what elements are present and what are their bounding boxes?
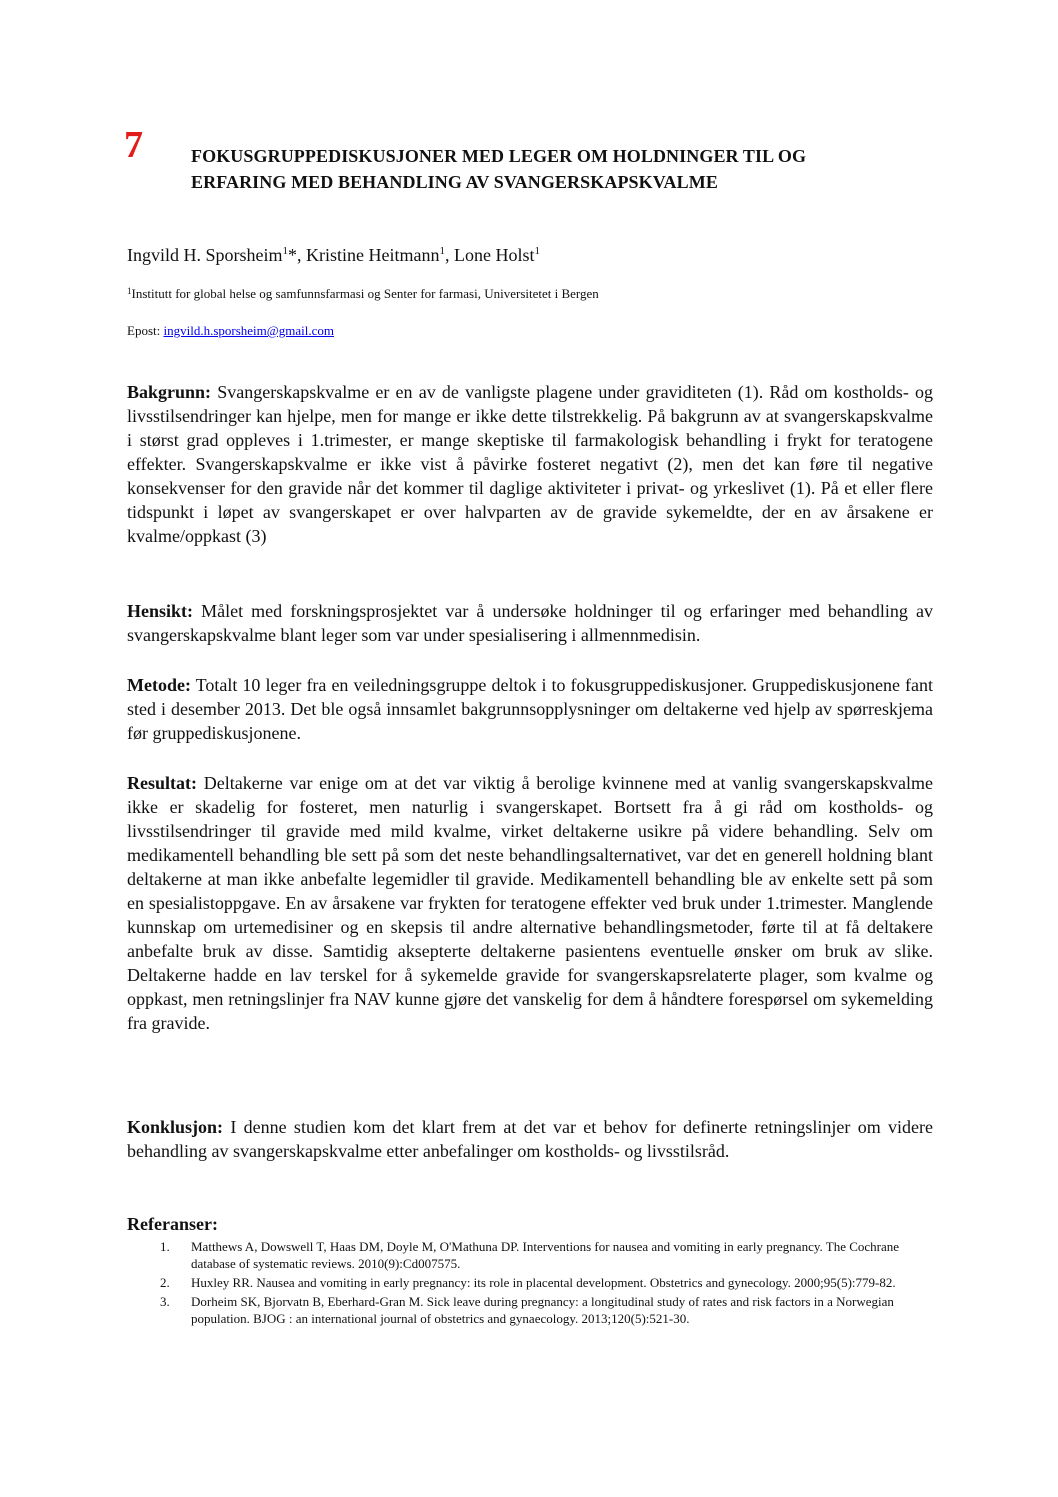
reference-number: 2. <box>160 1275 170 1290</box>
section-body: Totalt 10 leger fra en veiledningsgruppe deltok i to fokusgruppediskusjoner. Gruppediskusjonene fant sted i desember 2013. Det ble også innsamlet bakgrunnsopplysninger om deltakerne ved hjelp av spørreskjema før gruppediskusjonene. <box>127 675 933 743</box>
email-link[interactable]: ingvild.h.sporsheim@gmail.com <box>163 323 334 338</box>
chapter-number: 7 <box>124 124 143 166</box>
section-body: Målet med forskningsprosjektet var å undersøke holdninger til og erfaringer med behandling av svangerskapskvalme blant leger som var under spesialisering i allmennmedisin. <box>127 601 933 645</box>
section-heading: Metode: <box>127 675 191 695</box>
email-label: Epost: <box>127 323 164 338</box>
reference-text: Huxley RR. Nausea and vomiting in early pregnancy: its role in placental development. Obstetrics and gynecology. 2000;95(5):779-82. <box>191 1275 896 1290</box>
section-resultat <box>127 771 933 1035</box>
author-separator: , <box>444 245 454 265</box>
section-bakgrunn <box>127 380 933 548</box>
reference-text: Matthews A, Dowswell T, Haas DM, Doyle M, O'Mathuna DP. Interventions for nausea and vomiting in early pregnancy. The Cochrane database of systematic reviews. 2010(9):Cd007575. <box>191 1239 900 1271</box>
section-body: I denne studien kom det klart frem at det var et behov for definerte retningslinjer om videre behandling av svangerskapskvalme etter anbefalinger om kostholds- og livsstilsråd. <box>127 1117 933 1161</box>
section-konklusjon <box>127 1115 933 1163</box>
affiliation-mark: 1 <box>127 286 132 296</box>
paper-title-line-2: ERFARING MED BEHANDLING AV SVANGERSKAPSKVALME <box>191 172 718 192</box>
reference-item <box>160 1238 920 1272</box>
affiliation <box>127 285 599 303</box>
section-metode <box>127 673 933 745</box>
reference-text: Dorheim SK, Bjorvatn B, Eberhard-Gran M. Sick leave during pregnancy: a longitudinal study of rates and risk factors in a Norwegian population. BJOG : an international journal of obstetrics and gynaecology. 2013;120(5):521-30. <box>191 1294 894 1326</box>
section-body: Deltakerne var enige om at det var viktig å berolige kvinnene med at vanlig svangerskapskvalme ikke er skadelig for fosteret, men naturlig i svangerskapet. Bortsett fra å gi råd om kostholds- og livsstilsendringer til gravide med mild kvalme, virket deltakerne usikre på videre behandling. Selv om medikamentell behandling ble sett på som det neste behandlingsalternativet, var det en generell holdning blant deltakerne at man ikke anbefalte legemidler til gravide. Medikamentell behandling ble av enkelte sett på som en spesialistoppgave. En av årsakene var frykten for teratogene effekter ved bruk under 1.trimester. Manglende kunnskap om urtemedisiner og en skepsis til andre alternative behandlingsmetoder, førte til at få deltakere anbefalte bruk av disse. Samtidig aksepterte deltakerne pasientens eventuelle ønsker om bruk av slike. Deltakerne hadde en lav terskel for å sykemelde gravide for svangerskapsrelaterte plager, som kvalme og oppkast, men retningslinjer fra NAV kunne gjøre det vanskelig for dem å håndtere forespørsel om sykemelding fra gravide. <box>127 773 933 1033</box>
paper-title-line-1: FOKUSGRUPPEDISKUSJONER MED LEGER OM HOLDNINGER TIL OG <box>191 146 807 166</box>
reference-number: 3. <box>160 1294 170 1309</box>
author-3: Lone Holst <box>453 245 535 265</box>
section-body: Svangerskapskvalme er en av de vanligste plagene under graviditeten (1). Råd om kostholds- og livsstilsendringer kan hjelpe, men for mange er ikke dette tilstrekkelig. På bakgrunn av at svangerskapskvalme i størst grad oppleves i 1.trimester, er mange skeptiske til farmakologisk behandling i frykt for teratogene effekter. Svangerskapskvalme er ikke vist å påvirke fosteret negativt (2), men det kan føre til negative konsekvenser for den gravide når det kommer til daglige aktiviteter i privat- og yrkeslivet (1). På et eller flere tidspunkt i løpet av svangerskapet er over halvparten av de gravide sykemeldte, der en av årsakene er kvalme/oppkast (3) <box>127 382 933 546</box>
author-1-affiliation-mark: 1 <box>282 245 288 257</box>
reference-number: 1. <box>160 1239 170 1254</box>
author-2-affiliation-mark: 1 <box>439 245 445 257</box>
author-1: Ingvild H. Sporsheim <box>127 245 283 265</box>
contact-email <box>127 322 334 340</box>
section-heading: Hensikt: <box>127 601 194 621</box>
section-heading: Resultat: <box>127 773 197 793</box>
section-hensikt <box>127 599 933 647</box>
corresponding-author-mark: *, <box>288 245 306 265</box>
section-heading: Bakgrunn: <box>127 382 212 402</box>
author-3-affiliation-mark: 1 <box>534 245 540 257</box>
paper-title <box>191 143 951 195</box>
author-list <box>127 243 540 267</box>
section-heading: Konklusjon: <box>127 1117 224 1137</box>
affiliation-text: Institutt for global helse og samfunnsfarmasi og Senter for farmasi, Universitetet i Bergen <box>131 286 599 301</box>
references-heading: Referanser: <box>127 1214 218 1234</box>
reference-list <box>160 1238 920 1329</box>
reference-item <box>160 1274 920 1291</box>
reference-item <box>160 1293 920 1327</box>
author-2: Kristine Heitmann <box>306 245 440 265</box>
